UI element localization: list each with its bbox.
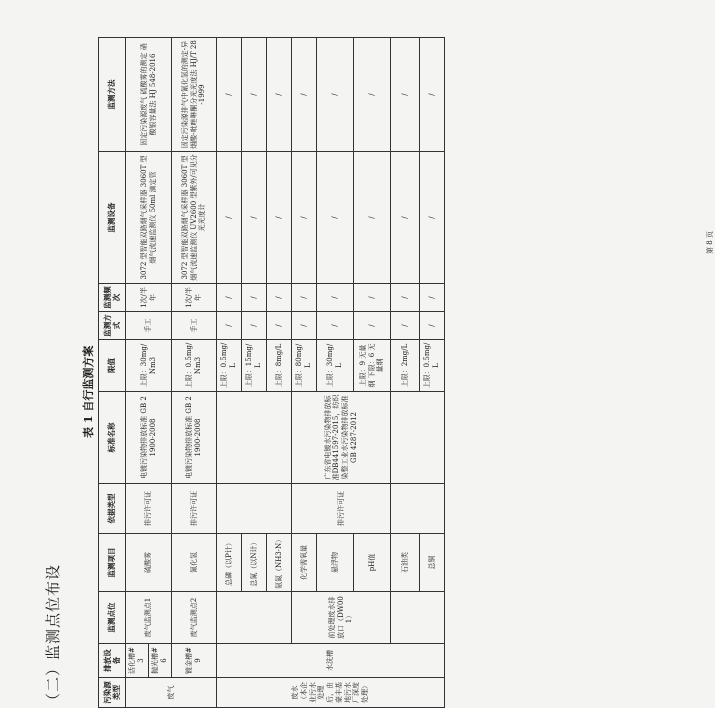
cell-mode: 手工	[172, 312, 217, 340]
cell-method: /	[354, 38, 391, 152]
cell-mode: /	[267, 312, 292, 340]
cell-item: 总铜	[420, 534, 445, 592]
cell-item: 悬浮物	[317, 534, 354, 592]
cell-frequency: 1次/半年	[126, 284, 172, 312]
cell-limit: 上限：2mg/L	[391, 340, 420, 392]
cell-item: 总磷（以P计）	[217, 534, 242, 592]
cell-item: 总氮（以N计）	[242, 534, 267, 592]
cell-item: 硫酸雾	[126, 534, 172, 592]
cell-item: 石油类	[391, 534, 420, 592]
cell-point: 废气监测点2	[172, 592, 217, 644]
header-cell: 监测设备	[99, 152, 126, 284]
cell-device: /	[420, 152, 445, 284]
cell-item: 氨氮（NH3-N）	[267, 534, 292, 592]
cell-item: pH值	[354, 534, 391, 592]
header-cell: 污染源类型	[99, 678, 126, 708]
cell-device: /	[317, 152, 354, 284]
cell-standard-empty	[391, 392, 445, 484]
cell-frequency: /	[317, 284, 354, 312]
cell-mode: /	[217, 312, 242, 340]
cell-frequency: 1次/半年	[172, 284, 217, 312]
header-cell: 监测点位	[99, 592, 126, 644]
cell-limit: 上限：0.5mg/Nm3	[172, 340, 217, 392]
cell-frequency: /	[242, 284, 267, 312]
cell-limit: 上限：0.5mg/L	[420, 340, 445, 392]
cell-frequency: /	[217, 284, 242, 312]
cell-limit: 上限：9 无量纲 下限：6 无量纲	[354, 340, 391, 392]
cell-method: /	[217, 38, 242, 152]
cell-frequency: /	[267, 284, 292, 312]
table-row	[172, 38, 217, 708]
cell-source-type: 废水（本企业污水处理后，由豪丰基地污水厂深度处理）	[217, 678, 445, 708]
cell-mode: /	[292, 312, 317, 340]
cell-mode: /	[317, 312, 354, 340]
cell-method: /	[292, 38, 317, 152]
cell-limit: 上限：8mg/L	[267, 340, 292, 392]
rotated-region	[40, 38, 714, 708]
cell-method: /	[242, 38, 267, 152]
header-cell: 依据类型	[99, 484, 126, 534]
cell-mode: /	[354, 312, 391, 340]
cell-frequency: /	[354, 284, 391, 312]
header-cell: 监测方法	[99, 38, 126, 152]
cell-device: /	[354, 152, 391, 284]
cell-mode: /	[420, 312, 445, 340]
cell-mode: /	[391, 312, 420, 340]
cell-standard-empty	[217, 392, 292, 484]
cell-standard: 电镀污染物排放标准 GB 21900-2008	[126, 392, 172, 484]
table-row	[217, 38, 242, 708]
monitoring-plan-table	[98, 37, 445, 708]
table-header-row	[99, 38, 126, 708]
cell-standard: 广东省电镀水污染物排放标准DB441597-2015，纺织染整工业水污染物排放标准 GB 4287-2012	[292, 392, 391, 484]
cell-device: /	[267, 152, 292, 284]
cell-frequency: /	[420, 284, 445, 312]
cell-basis: 排污许可证	[292, 484, 391, 534]
cell-point-empty	[391, 592, 445, 644]
header-cell: 监测项目	[99, 534, 126, 592]
cell-method: /	[391, 38, 420, 152]
cell-mode: /	[242, 312, 267, 340]
cell-basis-empty	[217, 484, 292, 534]
cell-device: /	[242, 152, 267, 284]
cell-method: 固定污染源废气 硫酸雾的测定 硝酸银容量法 HJ 548-2016	[126, 38, 172, 152]
table-row	[292, 38, 317, 708]
cell-limit: 上限：30mg/Nm3	[126, 340, 172, 392]
cell-standard: 电镀污染物排放标准 GB 21900-2008	[172, 392, 217, 484]
cell-equipment: 水洗槽	[217, 644, 445, 678]
cell-frequency: /	[292, 284, 317, 312]
cell-limit: 上限：80mg/L	[292, 340, 317, 392]
cell-device: /	[217, 152, 242, 284]
cell-basis: 排污许可证	[126, 484, 172, 534]
header-cell: 监测方式	[99, 312, 126, 340]
table-row	[126, 38, 149, 708]
page-number: 第 8 页	[706, 231, 714, 254]
cell-limit: 上限：0.5mg/L	[217, 340, 242, 392]
cell-point: 废气监测点1	[126, 592, 172, 644]
cell-limit: 上限：30mg/L	[317, 340, 354, 392]
cell-item: 化学需氧量	[292, 534, 317, 592]
header-cell: 限值	[99, 340, 126, 392]
cell-method: /	[317, 38, 354, 152]
cell-device: /	[292, 152, 317, 284]
header-cell: 排放设备	[99, 644, 126, 678]
cell-basis-empty	[391, 484, 445, 534]
cell-frequency: /	[391, 284, 420, 312]
landscape-content	[40, 38, 714, 708]
cell-device: 3072 型智能双路烟气采样器 3060T 型烟气流速监测仪 50ml 滴定管	[126, 152, 172, 284]
cell-item: 氰化氢	[172, 534, 217, 592]
header-cell: 监测频次	[99, 284, 126, 312]
table-title: 表 1 自行监测方案	[82, 345, 95, 438]
cell-point: 前处理废水排放口（DW001）	[292, 592, 391, 644]
cell-basis: 排污许可证	[172, 484, 217, 534]
cell-method: 固定污染源排气中氰化氢的测定-异烟酸-吡唑啉酮分光光度法 HJ/T 28-1999	[172, 38, 217, 152]
cell-point-empty	[217, 592, 292, 644]
cell-limit: 上限：15mg/L	[242, 340, 267, 392]
cell-equipment: 抛光槽#6	[149, 644, 172, 678]
cell-device: /	[391, 152, 420, 284]
cell-equipment: 镀金槽#9	[172, 644, 217, 678]
header-cell: 标准名称	[99, 392, 126, 484]
table-row	[391, 38, 420, 708]
section-title: （二）监测点位布设	[44, 563, 62, 708]
cell-source-type: 废气	[126, 678, 217, 708]
cell-equipment: 活化槽#3	[126, 644, 149, 678]
cell-device: 3072 型智能双路烟气采样器 3060T 型烟气流速监测仪 UV2600 型紫外/可见分光光度计	[172, 152, 217, 284]
cell-mode: 手工	[126, 312, 172, 340]
cell-method: /	[420, 38, 445, 152]
cell-method: /	[267, 38, 292, 152]
